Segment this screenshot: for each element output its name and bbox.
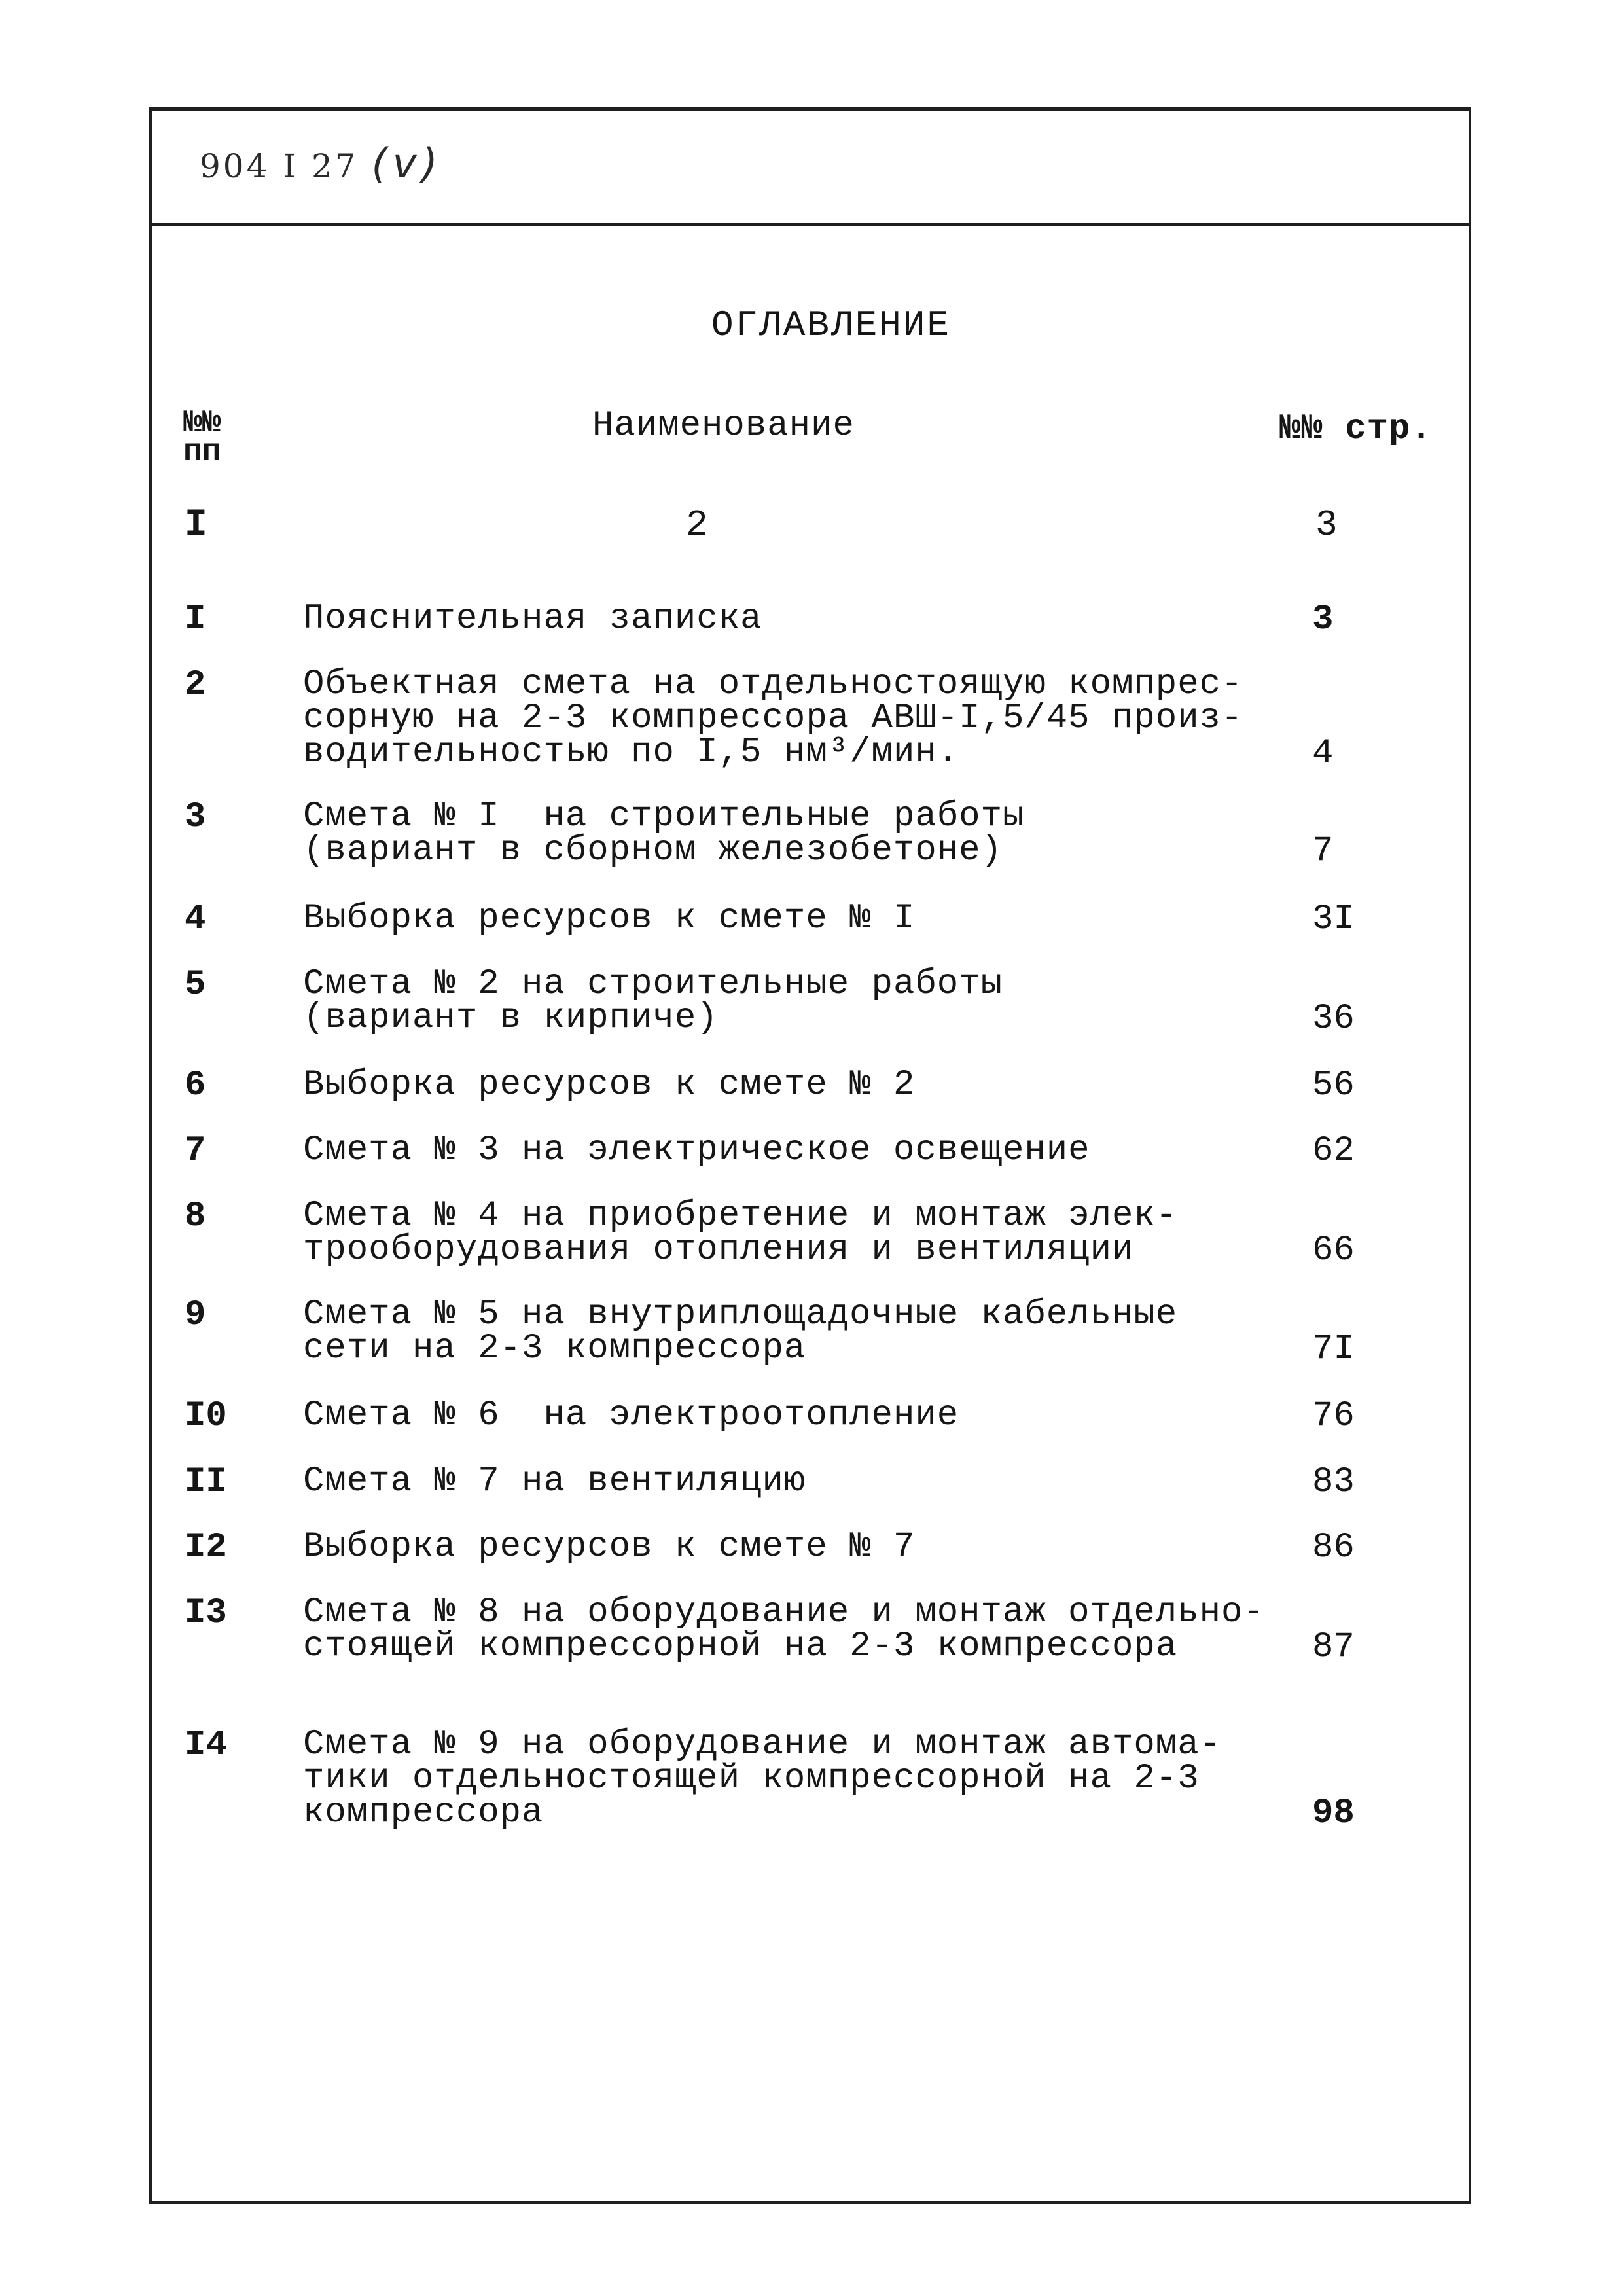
toc-row-number: I2 <box>185 1528 227 1568</box>
column-index-number: I <box>185 504 207 547</box>
toc-row-page: 4 <box>1312 734 1334 774</box>
toc-row-title: Смета № I на строительные работы (вариант в сборном железобетоне) <box>303 797 1025 870</box>
toc-row-number: 7 <box>185 1131 206 1171</box>
document-code <box>200 139 443 187</box>
toc-row-title: Смета № 9 на оборудование и монтаж автома- тики отдельностоящей компрессорной на 2-3 компрессора <box>303 1725 1222 1833</box>
toc-row-title: Пояснительная записка <box>303 599 762 639</box>
toc-row-title: Смета № 5 на внутриплощадочные кабельные сети на 2-3 компрессора <box>303 1295 1178 1369</box>
toc-row-page: 87 <box>1312 1627 1355 1667</box>
toc-row-page: 98 <box>1312 1793 1355 1833</box>
column-header-name: Наименование <box>592 406 855 446</box>
toc-row-page: 3 <box>1312 600 1334 639</box>
toc-row-number: 3 <box>185 797 206 837</box>
toc-row-page: 36 <box>1312 999 1355 1039</box>
toc-row-title: Смета № 6 на электроотопление <box>303 1395 959 1435</box>
toc-row-page: 56 <box>1312 1066 1355 1105</box>
column-index-name: 2 <box>686 504 708 546</box>
toc-row-title: Смета № 3 на электрическое освещение <box>303 1130 1090 1170</box>
toc-row-page: 7 <box>1312 831 1334 871</box>
toc-row-number: 8 <box>185 1196 206 1236</box>
toc-row-number: I4 <box>185 1725 227 1765</box>
toc-row-page: 62 <box>1312 1131 1355 1171</box>
document-code-handwritten: (v) <box>371 139 443 187</box>
toc-row-title: Смета № 7 на вентиляцию <box>303 1462 806 1501</box>
toc-row-number: 2 <box>185 665 206 705</box>
toc-row-title: Смета № 4 на приобретение и монтаж элек- трооборудования отопления и вентиляции <box>303 1196 1178 1270</box>
toc-row-title: Объектная смета на отдельностоящую компрес- сорную на 2-3 компрессора АВШ-I,5/45 произ- водительностью по I,5 нм³/мин. <box>303 664 1243 772</box>
toc-row-page: 7I <box>1312 1329 1355 1369</box>
toc-row-page: 3I <box>1312 899 1355 939</box>
header-divider <box>149 223 1471 226</box>
toc-row-page: 76 <box>1312 1396 1355 1436</box>
toc-row-title: Смета № 8 на оборудование и монтаж отдельно- стоящей компрессорной на 2-3 компрессора <box>303 1592 1265 1666</box>
toc-row-title: Выборка ресурсов к смете № 2 <box>303 1065 916 1105</box>
toc-row-title: Выборка ресурсов к смете № I <box>303 899 916 939</box>
toc-row-number: II <box>185 1462 227 1502</box>
toc-row-number: 6 <box>185 1066 206 1105</box>
toc-row-title: Смета № 2 на строительные работы (вариант в кирпиче) <box>303 964 1003 1038</box>
toc-row-number: 4 <box>185 899 206 939</box>
column-header-page: №№ стр. <box>1279 409 1433 449</box>
toc-row-page: 86 <box>1312 1528 1355 1568</box>
toc-row-number: 9 <box>185 1295 206 1335</box>
page-title: ОГЛАВЛЕНИЕ <box>711 304 952 346</box>
toc-row-number: 5 <box>185 965 206 1005</box>
document-code-number: 904 I 27 <box>200 147 359 185</box>
column-index-page: 3 <box>1315 504 1338 546</box>
toc-row-number: I <box>185 600 206 639</box>
toc-row-title: Выборка ресурсов к смете № 7 <box>303 1527 916 1567</box>
toc-row-number: I0 <box>185 1396 227 1436</box>
toc-row-page: 66 <box>1312 1230 1355 1270</box>
toc-row-page: 83 <box>1312 1462 1355 1502</box>
toc-row-number: I3 <box>185 1593 227 1633</box>
column-header-number: №№ пп <box>183 406 221 470</box>
